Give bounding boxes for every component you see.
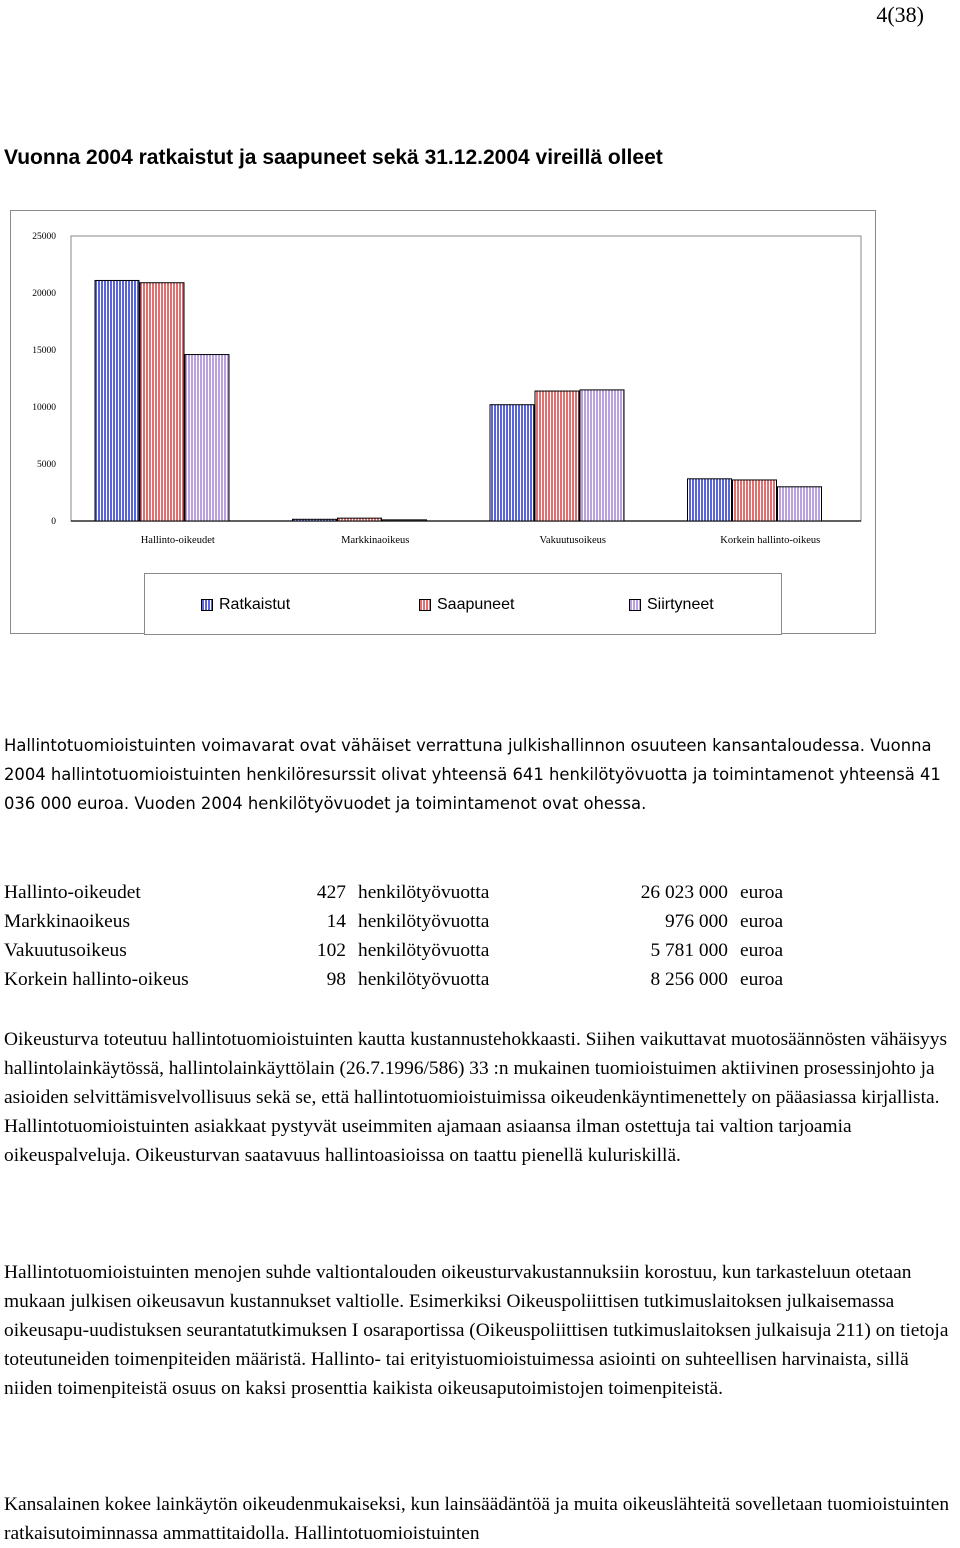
court-name: Vakuutusoikeus	[4, 940, 127, 961]
court-name: Korkein hallinto-oikeus	[4, 969, 189, 990]
legend-label: Saapuneet	[437, 596, 515, 613]
currency: euroa	[740, 882, 784, 903]
person-years: 427	[316, 882, 346, 903]
legend-swatch-ratkaistut	[201, 599, 213, 611]
chart-heading: Vuonna 2004 ratkaistut ja saapuneet sekä 31.12.2004 vireillä olleet	[4, 146, 663, 169]
bar-siirtyneet-3	[778, 487, 822, 521]
person-years-unit: henkilötyövuotta	[358, 882, 490, 903]
expenses-amount: 26 023 000	[640, 882, 728, 903]
court-name: Markkinaoikeus	[4, 911, 131, 932]
y-tick-label: 25000	[32, 232, 56, 242]
legend-item-saapuneet	[419, 596, 514, 614]
person-years-unit: henkilötyövuotta	[358, 911, 490, 932]
expenses-amount: 5 781 000	[650, 940, 728, 961]
bar-siirtyneet-1	[383, 520, 427, 521]
person-years: 98	[326, 969, 346, 990]
expenses-amount: 976 000	[664, 911, 728, 932]
bar-saapuneet-0	[140, 283, 184, 521]
bar-siirtyneet-2	[580, 390, 624, 521]
y-tick-label: 20000	[32, 289, 56, 299]
bar-ratkaistut-0	[95, 280, 139, 521]
legend-swatch-siirtyneet	[629, 599, 641, 611]
chart-frame	[10, 210, 876, 634]
bar-saapuneet-1	[338, 518, 382, 521]
person-years: 14	[326, 911, 346, 932]
bar-ratkaistut-1	[293, 519, 337, 521]
paragraph-fairness: Kansalainen kokee lainkäytön oikeudenmukaiseksi, kun lainsäädäntöä ja muita oikeuslähteitä sovelletaan tuomioistuinten ratkaisutoiminnassa ammattitaidolla. Hallintotuomioistuinten	[4, 1494, 950, 1544]
bar-ratkaistut-3	[688, 479, 732, 521]
x-tick-label: Korkein hallinto-oikeus	[720, 535, 821, 546]
legend-item-ratkaistut	[201, 596, 290, 614]
person-years: 102	[316, 940, 346, 961]
page-number: 4(38)	[876, 2, 924, 27]
paragraph-legal-aid-costs: Hallintotuomioistuinten menojen suhde valtiontalouden oikeusturvakustannuksiin korostuu, kun tarkasteluun otetaan mukaan julkisen oikeusavun kustannukset valtiolle. Esimerkiksi Oikeuspoliittisen tutkimuslaitoksen julkaisemassa oikeusapu-uudistuksen seurantatutkimuksen I osaraportissa (Oikeuspoliittisen tutkimuslaitoksen julkaisuja 211) on tietoja toteutuneiden toimenpiteiden määristä. Hallinto- tai erityistuomioistuimessa asiointi on suhteellisen harvinaista, sillä niiden toimenpiteistä osuus on kaksi prosenttia kaikista oikeusaputoimistojen toimenpiteistä.	[4, 1262, 949, 1399]
paragraph-resources: Hallintotuomioistuinten voimavarat ovat vähäiset verrattuna julkishallinnon osuuteen kansantaloudessa. Vuonna 2004 hallintotuomioistuinten henkilöresurssit olivat yhteensä 641 henkilötyövuotta ja toimintamenot yhteensä 41 036 000 euroa. Vuoden 2004 henkilötyövuodet ja toimintamenot ovat ohessa.	[4, 736, 941, 813]
y-tick-label: 15000	[32, 346, 56, 356]
person-years-unit: henkilötyövuotta	[358, 969, 490, 990]
currency: euroa	[740, 969, 784, 990]
bar-saapuneet-3	[733, 480, 777, 521]
y-tick-label: 5000	[37, 460, 56, 470]
legend-label: Ratkaistut	[219, 596, 291, 613]
bar-saapuneet-2	[535, 391, 579, 521]
currency: euroa	[740, 940, 784, 961]
legend-label: Siirtyneet	[647, 596, 714, 613]
x-tick-label: Vakuutusoikeus	[539, 535, 606, 546]
bar-chart	[11, 211, 877, 635]
person-years-unit: henkilötyövuotta	[358, 940, 490, 961]
paragraph-legal-protection: Oikeusturva toteutuu hallintotuomioistuinten kautta kustannustehokkaasti. Siihen vaikuttavat muotosäännösten vähäisyys hallintolainkäytössä, hallintolainkäyttölain (26.7.1996/586) 33 :n mukainen tuomioistuimen aktiivinen prosessinjohto ja asioiden selvittämisvelvollisuus sekä se, että hallintotuomioistuimissa oikeudenkäyntimenettely on pääasiassa kirjallista. Hallintotuomioistuinten asiakkaat pystyvät useimmiten ajamaan asiaansa ilman ostettuja tai valtion tarjoamia oikeuspalveluja. Oikeusturvan saatavuus hallintoasioissa on taattu pienellä kuluriskillä.	[4, 1029, 947, 1166]
bar-ratkaistut-2	[490, 405, 534, 521]
legend-item-siirtyneet	[629, 596, 714, 614]
chart-legend	[144, 573, 782, 635]
bar-siirtyneet-0	[185, 355, 229, 521]
x-tick-label: Markkinaoikeus	[341, 535, 410, 546]
currency: euroa	[740, 911, 784, 932]
x-tick-label: Hallinto-oikeudet	[140, 535, 215, 546]
y-tick-label: 10000	[32, 403, 56, 413]
legend-swatch-saapuneet	[419, 599, 431, 611]
court-name: Hallinto-oikeudet	[4, 882, 141, 903]
y-tick-label: 0	[51, 517, 56, 527]
expenses-amount: 8 256 000	[650, 969, 728, 990]
